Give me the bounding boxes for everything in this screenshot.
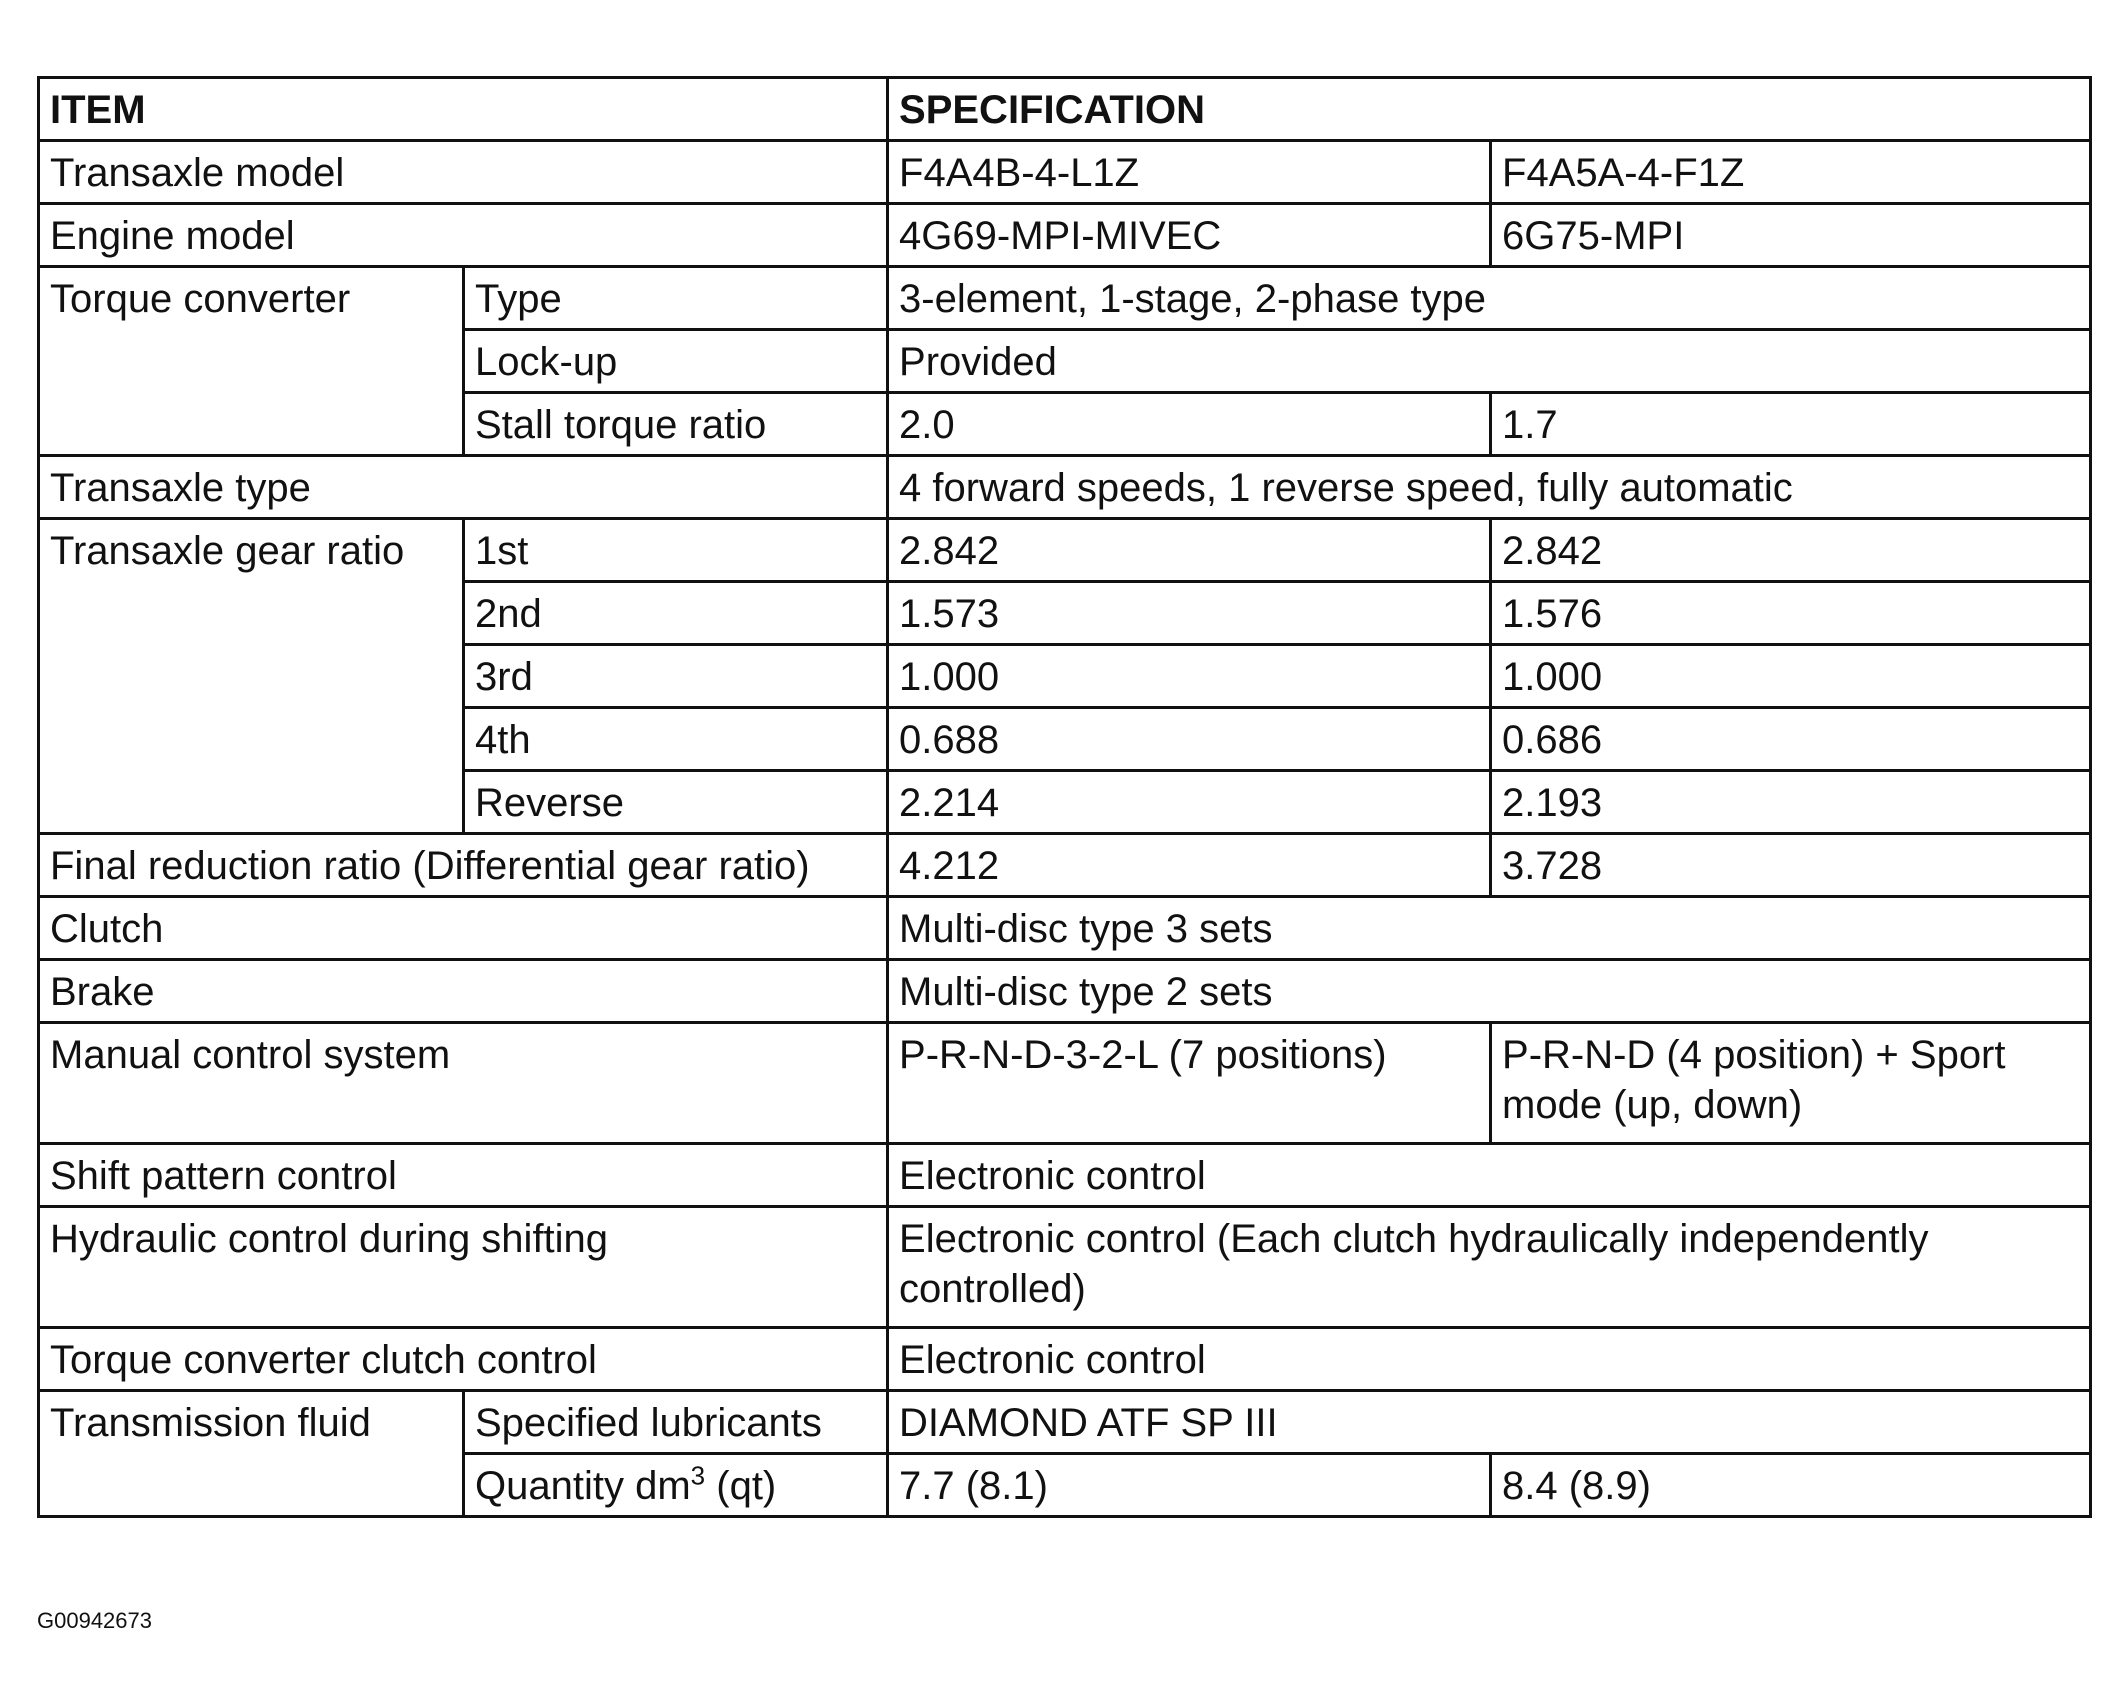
stall-torque-ratio-a: 2.0: [888, 393, 1491, 456]
shift-pattern-control-value: Electronic control: [888, 1144, 2091, 1207]
table-row: [39, 204, 2091, 267]
quantity-superscript: 3: [690, 1460, 706, 1491]
row-label-transaxle-gear-ratio: Transaxle gear ratio: [39, 519, 464, 834]
gear-reverse-a: 2.214: [888, 771, 1491, 834]
header-item: ITEM: [39, 78, 888, 141]
quantity-a: 7.7 (8.1): [888, 1454, 1491, 1517]
gear-3rd-b: 1.000: [1491, 645, 2091, 708]
table-row: [39, 1144, 2091, 1207]
gear-label-2nd: 2nd: [464, 582, 888, 645]
gear-2nd-b: 1.576: [1491, 582, 2091, 645]
row-label-torque-converter: Torque converter: [39, 267, 464, 456]
table-row: [39, 1328, 2091, 1391]
torque-converter-clutch-control-value: Electronic control: [888, 1328, 2091, 1391]
table-row: [39, 897, 2091, 960]
torque-converter-type-value: 3-element, 1-stage, 2-phase type: [888, 267, 2091, 330]
gear-label-1st: 1st: [464, 519, 888, 582]
gear-label-3rd: 3rd: [464, 645, 888, 708]
engine-model-b: 6G75-MPI: [1491, 204, 2091, 267]
manual-control-system-a: P-R-N-D-3-2-L (7 positions): [888, 1023, 1491, 1144]
transaxle-model-a: F4A4B-4-L1Z: [888, 141, 1491, 204]
quantity-unit: (qt): [716, 1464, 777, 1508]
gear-2nd-a: 1.573: [888, 582, 1491, 645]
table-row: [39, 1391, 2091, 1454]
row-label-torque-converter-clutch-control: Torque converter clutch control: [39, 1328, 888, 1391]
transaxle-model-b: F4A5A-4-F1Z: [1491, 141, 2091, 204]
specification-table: [37, 76, 2092, 1518]
row-label-transaxle-type: Transaxle type: [39, 456, 888, 519]
final-reduction-ratio-b: 3.728: [1491, 834, 2091, 897]
quantity-b: 8.4 (8.9): [1491, 1454, 2091, 1517]
hydraulic-control-value: Electronic control (Each clutch hydraulically independently controlled): [888, 1207, 2091, 1328]
specified-lubricants-value: DIAMOND ATF SP III: [888, 1391, 2091, 1454]
clutch-value: Multi-disc type 3 sets: [888, 897, 2091, 960]
table-row: [39, 267, 2091, 330]
row-label-engine-model: Engine model: [39, 204, 888, 267]
table-row: [39, 834, 2091, 897]
gear-1st-b: 2.842: [1491, 519, 2091, 582]
table-row: [39, 456, 2091, 519]
header-specification: SPECIFICATION: [888, 78, 2091, 141]
table-row: [39, 519, 2091, 582]
sub-label-specified-lubricants: Specified lubricants: [464, 1391, 888, 1454]
table-row: [39, 960, 2091, 1023]
row-label-clutch: Clutch: [39, 897, 888, 960]
row-label-shift-pattern-control: Shift pattern control: [39, 1144, 888, 1207]
table-header-row: [39, 78, 2091, 141]
table-row: [39, 1207, 2091, 1328]
gear-reverse-b: 2.193: [1491, 771, 2091, 834]
row-label-manual-control-system: Manual control system: [39, 1023, 888, 1144]
gear-label-4th: 4th: [464, 708, 888, 771]
stall-torque-ratio-b: 1.7: [1491, 393, 2091, 456]
table-row: [39, 1023, 2091, 1144]
manual-control-system-b: P-R-N-D (4 position) + Sport mode (up, down): [1491, 1023, 2091, 1144]
figure-id: G00942673: [37, 1608, 152, 1633]
sub-label-type: Type: [464, 267, 888, 330]
quantity-label-text: Quantity dm: [475, 1464, 691, 1508]
row-label-transaxle-model: Transaxle model: [39, 141, 888, 204]
sub-label-lockup: Lock-up: [464, 330, 888, 393]
row-label-transmission-fluid: Transmission fluid: [39, 1391, 464, 1517]
gear-4th-b: 0.686: [1491, 708, 2091, 771]
row-label-brake: Brake: [39, 960, 888, 1023]
gear-1st-a: 2.842: [888, 519, 1491, 582]
gear-4th-a: 0.688: [888, 708, 1491, 771]
engine-model-a: 4G69-MPI-MIVEC: [888, 204, 1491, 267]
final-reduction-ratio-a: 4.212: [888, 834, 1491, 897]
brake-value: Multi-disc type 2 sets: [888, 960, 2091, 1023]
row-label-hydraulic-control: Hydraulic control during shifting: [39, 1207, 888, 1328]
table-row: [39, 141, 2091, 204]
row-label-final-reduction-ratio: Final reduction ratio (Differential gear ratio): [39, 834, 888, 897]
lockup-value: Provided: [888, 330, 2091, 393]
sub-label-stall-torque-ratio: Stall torque ratio: [464, 393, 888, 456]
gear-3rd-a: 1.000: [888, 645, 1491, 708]
gear-label-reverse: Reverse: [464, 771, 888, 834]
transaxle-type-value: 4 forward speeds, 1 reverse speed, fully automatic: [888, 456, 2091, 519]
sub-label-quantity: [464, 1454, 888, 1517]
